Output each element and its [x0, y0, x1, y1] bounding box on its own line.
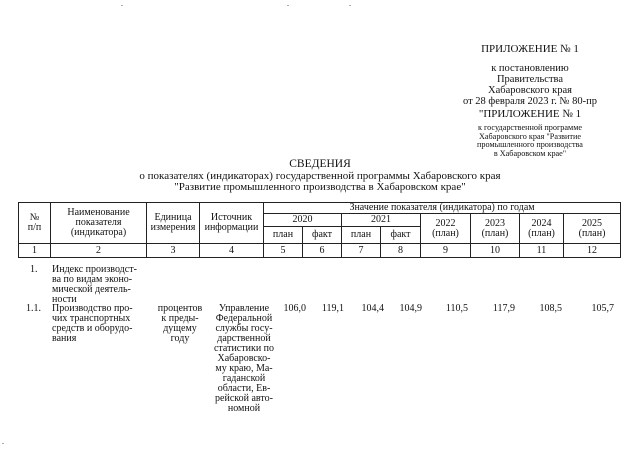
appendix-title: ПРИЛОЖЕНИЕ № 1 — [481, 43, 579, 55]
header-2021-plan: план — [342, 227, 381, 244]
inner-line-4: в Хабаровском крае" — [493, 148, 567, 158]
column-numbers-row — [19, 244, 621, 258]
row-1-1-source: Управление Федеральной службы госу- дарственной статистики по Хабаровско- му краю, Ма- гаданской области, Ев- рейской авто- номной — [213, 303, 275, 414]
value-2023-plan: 117,9 — [492, 303, 515, 314]
header-year-2020: 2020 — [264, 214, 342, 227]
colnum: 8 — [381, 244, 421, 258]
header-2020-fact: факт — [303, 227, 342, 244]
title-line-2: "Развитие промышленного производства в Хабаровском крае" — [174, 181, 466, 193]
indicators-table — [18, 202, 621, 258]
appendix-line-4: от 28 февраля 2023 г. № 80-пр — [462, 96, 598, 107]
header-2021-fact: факт — [381, 227, 421, 244]
header-source: Источник информации — [200, 203, 264, 244]
row-1-name: Индекс производст- ва по видам эконо- мической деятель- ности — [52, 264, 137, 305]
colnum: 4 — [200, 244, 264, 258]
scan-speck — [2, 443, 4, 444]
value-2021-fact: 104,9 — [399, 303, 422, 314]
colnum: 10 — [471, 244, 520, 258]
header-name: Наименование показателя (индикатора) — [51, 203, 147, 244]
appendix-line-1: к постановлению — [491, 63, 569, 74]
header-values: Значение показателя (индикатора) по годам — [264, 203, 621, 214]
header-year-2022: 2022 (план) — [421, 214, 471, 244]
colnum: 2 — [51, 244, 147, 258]
value-2020-plan: 106,0 — [283, 303, 306, 314]
scan-speck — [287, 5, 289, 6]
header-2020-plan: план — [264, 227, 303, 244]
row-1-1-unit: процентов к преды- дущему году — [157, 303, 203, 344]
inner-appendix-title: "ПРИЛОЖЕНИЕ № 1 — [478, 108, 582, 120]
header-num: № п/п — [19, 203, 51, 244]
scan-speck — [349, 5, 351, 6]
row-1-num: 1. — [30, 264, 38, 275]
header-unit: Единица измерения — [147, 203, 200, 244]
value-2024-plan: 108,5 — [539, 303, 562, 314]
header-year-2024: 2024 (план) — [520, 214, 564, 244]
row-1-1-name: Производство про- чих транспортных средств и оборудо- вания — [52, 303, 133, 344]
document-title — [120, 159, 520, 193]
colnum: 5 — [264, 244, 303, 258]
header-year-2021: 2021 — [342, 214, 421, 227]
value-2022-plan: 110,5 — [445, 303, 468, 314]
appendix-header — [440, 44, 620, 158]
title-main: СВЕДЕНИЯ — [289, 158, 351, 170]
colnum: 9 — [421, 244, 471, 258]
appendix-line-2: Правительства — [496, 74, 564, 85]
colnum: 6 — [303, 244, 342, 258]
header-year-2025: 2025 (план) — [564, 214, 621, 244]
value-2020-fact: 119,1 — [321, 303, 344, 314]
colnum: 12 — [564, 244, 621, 258]
colnum: 7 — [342, 244, 381, 258]
scan-speck — [121, 5, 123, 6]
colnum: 3 — [147, 244, 200, 258]
title-line-1: о показателях (индикаторах) государственной программы Хабаровского края — [139, 170, 501, 182]
inner-line-1: к государственной программе — [477, 123, 583, 132]
colnum: 1 — [19, 244, 51, 258]
colnum: 11 — [520, 244, 564, 258]
row-1-1-num: 1.1. — [26, 303, 41, 314]
header-year-2023: 2023 (план) — [471, 214, 520, 244]
appendix-line-3: Хабаровского края — [488, 85, 572, 96]
value-2021-plan: 104,4 — [361, 303, 384, 314]
inner-line-3: промышленного производства — [477, 140, 583, 150]
value-2025-plan: 105,7 — [591, 303, 614, 314]
inner-line-2: Хабаровского края "Развитие — [478, 131, 582, 141]
